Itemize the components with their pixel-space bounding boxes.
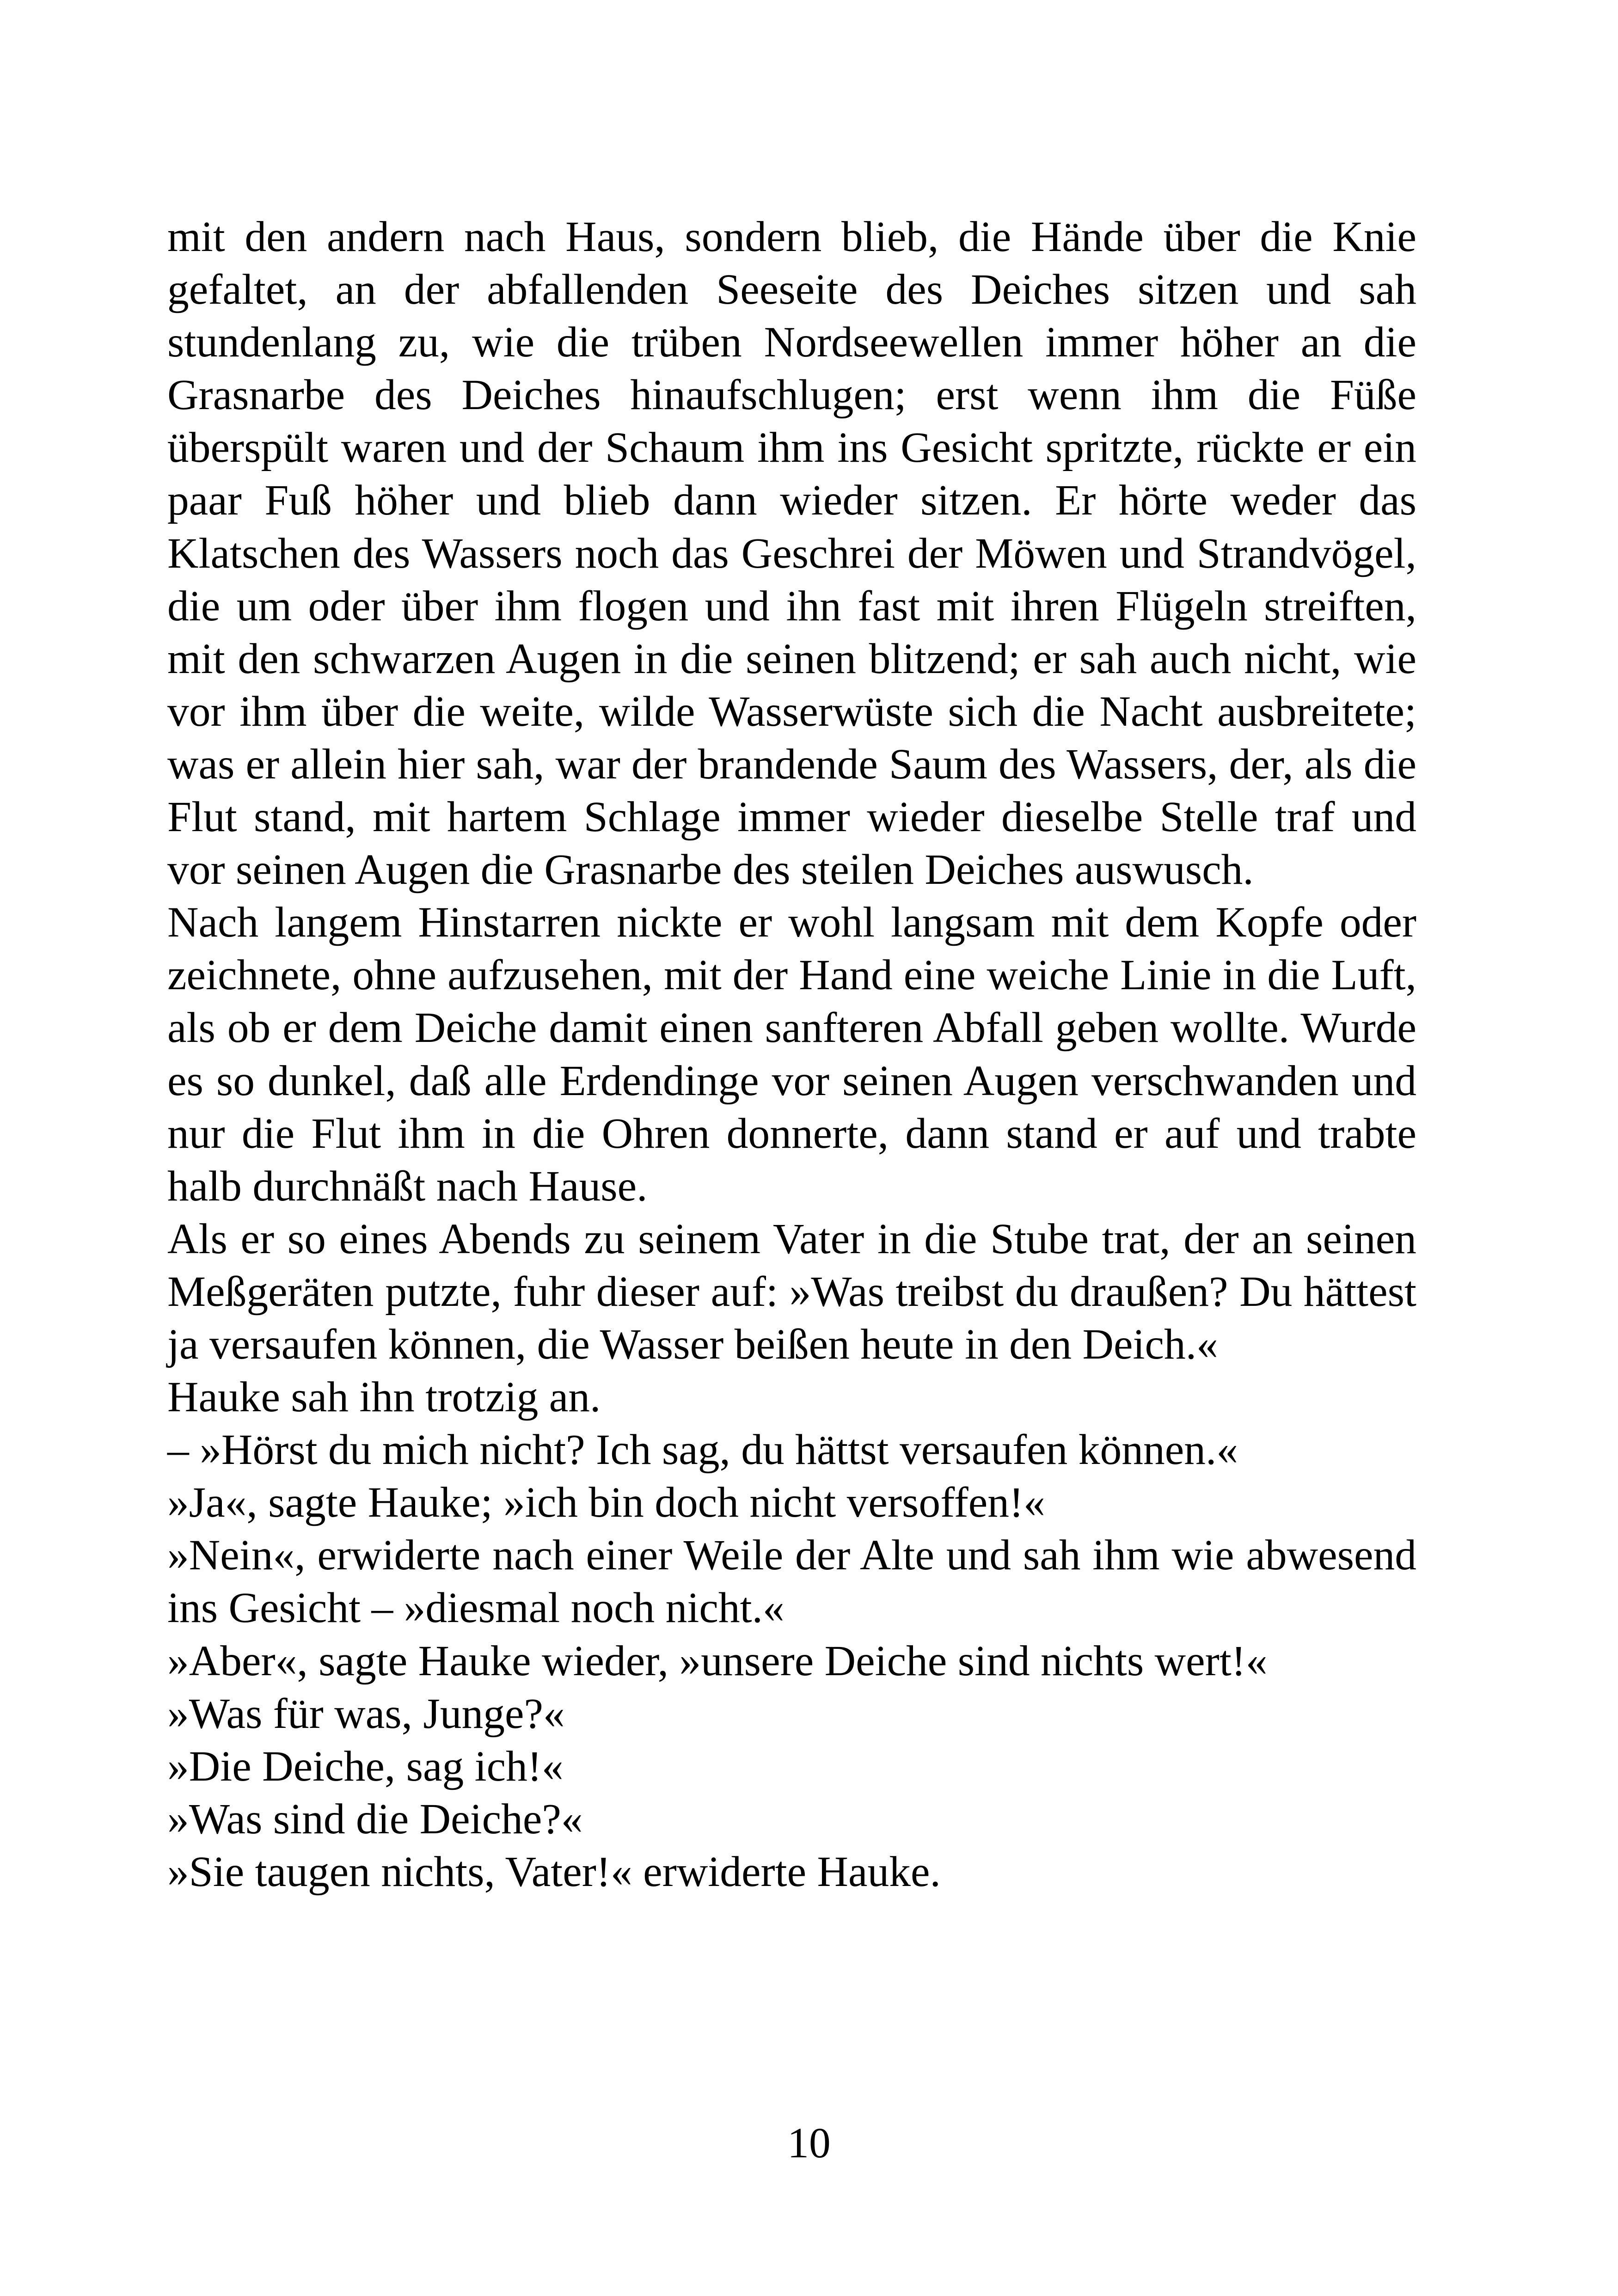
- paragraph: – »Hörst du mich nicht? Ich sag, du hättst versaufen können.«: [167, 1426, 1238, 1474]
- paragraph: »Sie taugen nichts, Vater!« erwiderte Hauke.: [167, 1848, 941, 1896]
- paragraph: »Ja«, sagte Hauke; »ich bin doch nicht versoffen!«: [167, 1479, 1045, 1527]
- paragraph: Als er so eines Abends zu seinem Vater in die Stube trat, der an seinen Meßgeräten putzte, fuhr dieser auf: »Was treibst du draußen? Du hättest ja versaufen können, die Wasser beißen heute in den Deich.«: [167, 1215, 1416, 1368]
- paragraph: »Was sind die Deiche?«: [167, 1795, 583, 1843]
- body-text: [167, 211, 1416, 1898]
- paragraph: »Die Deiche, sag ich!«: [167, 1742, 564, 1790]
- page-number: 10: [787, 2119, 831, 2167]
- paragraph: mit den andern nach Haus, sondern blieb, die Hände über die Knie gefaltet, an der abfallenden Seeseite des Deiches sitzen und sah stundenlang zu, wie die trüben Nordseewellen immer höher an die Grasnarbe des Deiches hinaufschlugen; erst wenn ihm die Füße überspült waren und der Schaum ihm ins Gesicht spritzte, rückte er ein paar Fuß höher und blieb dann wieder sitzen. Er hörte weder das Klatschen des Wassers noch das Geschrei der Möwen und Strandvögel, die um oder über ihm flogen und ihn fast mit ihren Flügeln streiften, mit den schwarzen Augen in die seinen blitzend; er sah auch nicht, wie vor ihm über die weite, wilde Wasserwüste sich die Nacht ausbreitete; was er allein hier sah, war der brandende Saum des Wassers, der, als die Flut stand, mit hartem Schlage immer wieder dieselbe Stelle traf und vor seinen Augen die Grasnarbe des steilen Deiches auswusch.: [167, 213, 1416, 894]
- paragraph: Nach langem Hinstarren nickte er wohl langsam mit dem Kopfe oder zeichnete, ohne aufzusehen, mit der Hand eine weiche Linie in die Luft, als ob er dem Deiche damit einen sanfteren Abfall geben wollte. Wurde es so dunkel, daß alle Erdendinge vor seinen Augen verschwanden und nur die Flut ihm in die Ohren donnerte, dann stand er auf und trabte halb durchnäßt nach Hause.: [167, 899, 1416, 1210]
- paragraph: Hauke sah ihn trotzig an.: [167, 1373, 601, 1421]
- paragraph: »Nein«, erwiderte nach einer Weile der Alte und sah ihm wie abwesend ins Gesicht – »diesmal noch nicht.«: [167, 1531, 1416, 1632]
- paragraph: »Was für was, Junge?«: [167, 1690, 565, 1738]
- paragraph: »Aber«, sagte Hauke wieder, »unsere Deiche sind nichts wert!«: [167, 1637, 1268, 1685]
